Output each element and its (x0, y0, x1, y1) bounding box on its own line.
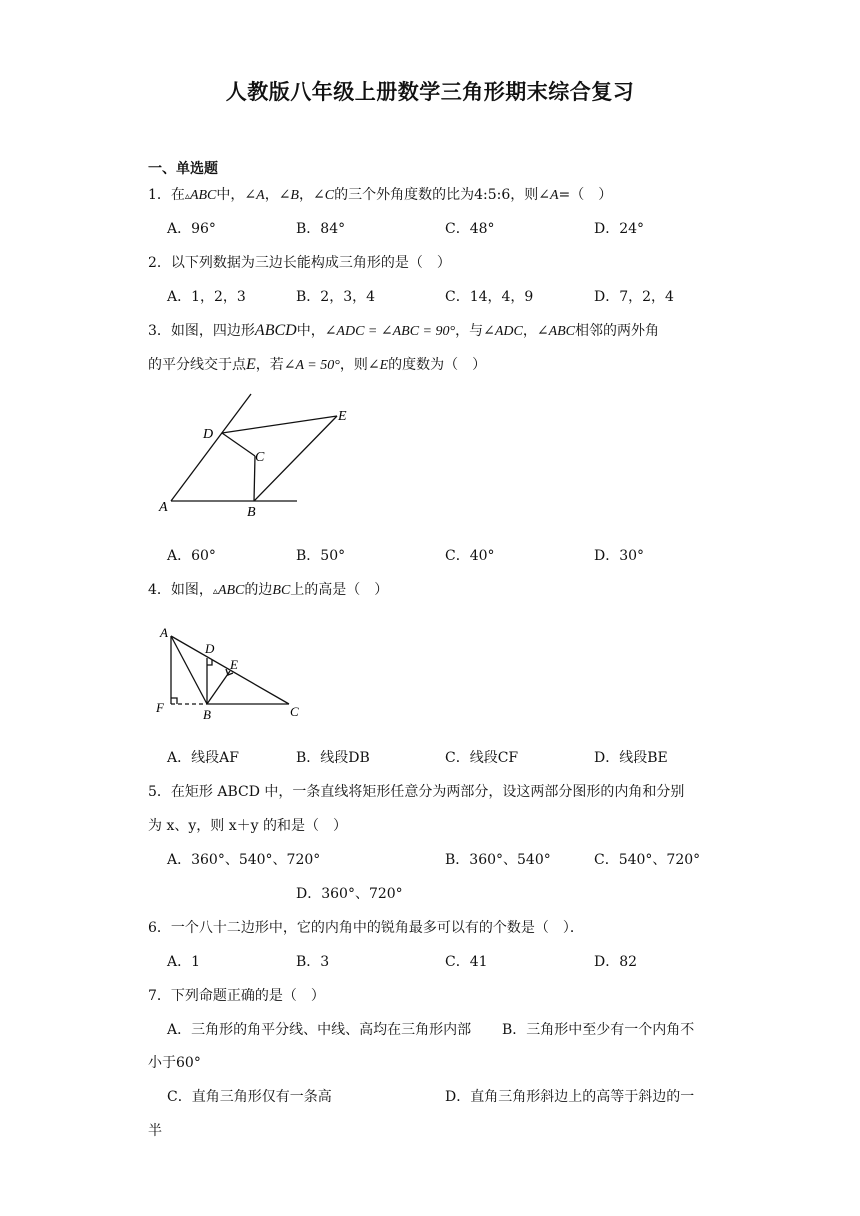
q7-option-d: D．直角三角形斜边上的高等于斜边的一 (445, 1089, 695, 1105)
line-be (207, 671, 230, 704)
q3-option-d: D．30° (594, 548, 645, 564)
q6-option-c: C．41 (445, 954, 488, 970)
right-angle-f (171, 698, 177, 704)
question-3-line2: 的平分线交于点E，若∠A = 50°，则∠E的度数为（ ） (148, 356, 487, 373)
q5-option-d: D．360°、720° (296, 886, 403, 902)
q5-option-b: B．360°、540° (445, 852, 551, 868)
q1-option-a: A．96° (167, 221, 216, 237)
label-b: B (247, 505, 256, 520)
label-c: C (290, 704, 299, 719)
q5-option-a: A．360°、540°、720° (167, 852, 321, 868)
label-d: D (205, 641, 215, 656)
label-e: E (338, 409, 347, 424)
label-c: C (255, 450, 265, 465)
q7-option-c: C．直角三角形仅有一条高 (167, 1089, 332, 1105)
q4-option-b: B．线段DB (296, 750, 370, 766)
right-angle-d (207, 660, 212, 665)
q3-option-b: B．50° (296, 548, 346, 564)
question-5-line1: 5．在矩形 ABCD 中，一条直线将矩形任意分为两部分，设这两部分图形的内角和分别 (148, 784, 685, 800)
label-e: E (230, 657, 238, 672)
q2-option-d: D．7，2，4 (594, 289, 674, 305)
page-title: 人教版八年级上册数学三角形期末综合复习 (225, 79, 635, 104)
label-f: F (156, 700, 164, 715)
q2-option-c: C．14，4，9 (445, 289, 534, 305)
q2-option-a: A．1，2，3 (167, 289, 246, 305)
q1-option-d: D．24° (594, 221, 645, 237)
q6-option-b: B．3 (296, 954, 330, 970)
question-1: 1．在▵ABC中，∠A，∠B，∠C的三个外角度数的比为4:5:6，则∠A=（ ） (148, 187, 613, 203)
q7-option-b-cont: 小于60° (148, 1055, 201, 1071)
q4-option-d: D．线段BE (594, 750, 668, 766)
line-ad-extended (171, 394, 251, 501)
q3-figure (155, 390, 365, 520)
question-6: 6．一个八十二边形中，它的内角中的锐角最多可以有的个数是（ ）． (148, 920, 584, 936)
q4-figure (150, 622, 310, 722)
q2-option-b: B．2，3，4 (296, 289, 376, 305)
q7-option-d-cont: 半 (148, 1123, 162, 1139)
section-heading: 一、单选题 (148, 161, 218, 177)
question-4: 4．如图，▵ABC的边BC上的高是（ ） (148, 582, 389, 598)
q3-option-c: C．40° (445, 548, 495, 564)
question-3-line1: 3．如图，四边形ABCD中，∠ADC = ∠ABC = 90°，与∠ADC，∠ABC相邻的两外角 (148, 322, 660, 339)
q7-option-a: A．三角形的角平分线、中线、高均在三角形内部 (167, 1022, 472, 1038)
label-a: A (160, 625, 168, 640)
question-2: 2．以下列数据为三边长能构成三角形的是（ ） (148, 255, 451, 271)
line-de (222, 416, 337, 433)
question-7: 7．下列命题正确的是（ ） (148, 988, 325, 1004)
q3-option-a: A．60° (167, 548, 216, 564)
label-d: D (203, 427, 214, 442)
q6-option-a: A．1 (167, 954, 201, 970)
line-dc (222, 433, 255, 456)
q6-option-d: D．82 (594, 954, 638, 970)
q1-option-b: B．84° (296, 221, 346, 237)
q5-option-c: C．540°、720° (594, 852, 701, 868)
q1-option-c: C．48° (445, 221, 495, 237)
label-b: B (203, 707, 211, 722)
line-eb (254, 416, 337, 501)
question-5-line2: 为 x、y，则 x＋y 的和是（ ） (148, 818, 347, 834)
label-a: A (159, 500, 168, 515)
q4-option-a: A．线段AF (167, 750, 239, 766)
q7-option-b: B．三角形中至少有一个内角不 (502, 1022, 695, 1038)
q4-option-c: C．线段CF (445, 750, 519, 766)
